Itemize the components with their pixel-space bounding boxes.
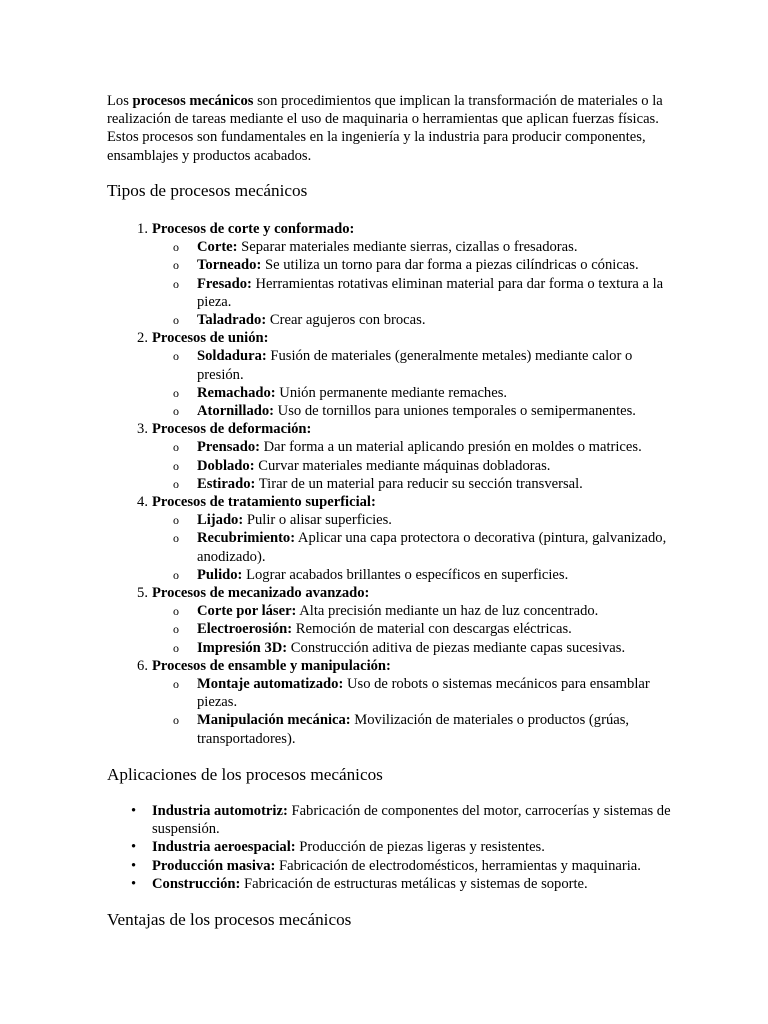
type-item xyxy=(137,420,672,493)
circle-bullet-icon: o xyxy=(173,476,179,491)
subitem-desc: Fusión de materiales (generalmente metales) mediante calor o presión. xyxy=(197,348,633,383)
subitem-desc: Separar materiales mediante sierras, cizallas o fresadoras. xyxy=(237,239,578,256)
subitem xyxy=(173,475,672,493)
subitem-desc: Crear agujeros con brocas. xyxy=(266,312,426,329)
subitem-term: Atornillado: xyxy=(197,403,275,420)
subitem xyxy=(173,566,672,584)
type-title: Procesos de unión: xyxy=(152,330,269,347)
subitem-desc: Movilización de materiales o productos (grúas, transportadores). xyxy=(197,712,630,747)
type-item xyxy=(137,329,672,420)
intro-paragraph xyxy=(107,92,667,165)
subitem-term: Montaje automatizado: xyxy=(197,676,344,693)
application-term: Industria automotriz: xyxy=(152,803,288,819)
application-term: Industria aeroespacial: xyxy=(152,839,296,856)
subitem-term: Lijado: xyxy=(197,512,244,529)
subitem-desc: Uso de robots o sistemas mecánicos para ensamblar piezas. xyxy=(197,676,650,711)
subitem-desc: Se utiliza un torno para dar forma a piezas cilíndricas o cónicas. xyxy=(261,257,639,274)
subitem-desc: Herramientas rotativas eliminan material para dar forma o textura a la pieza. xyxy=(197,275,664,310)
circle-bullet-icon: o xyxy=(173,622,179,637)
subitem-term: Remachado: xyxy=(197,384,276,401)
subitem-list xyxy=(152,511,672,584)
subitem-term: Soldadura: xyxy=(197,348,267,365)
circle-bullet-icon: o xyxy=(173,258,179,273)
applications-list xyxy=(131,802,672,893)
subitem xyxy=(173,438,672,456)
subitem xyxy=(173,457,672,475)
circle-bullet-icon: o xyxy=(173,276,179,291)
bullet-icon: • xyxy=(131,803,137,819)
subitem-desc: Dar forma a un material aplicando presión en moldes o matrices. xyxy=(259,439,642,456)
heading-tipos: Tipos de procesos mecánicos xyxy=(107,181,308,200)
subitem xyxy=(173,602,672,620)
circle-bullet-icon: o xyxy=(173,677,179,692)
circle-bullet-icon: o xyxy=(173,640,179,655)
circle-bullet-icon: o xyxy=(173,349,179,364)
application-item xyxy=(131,802,672,838)
subitem xyxy=(173,620,672,638)
application-term: Producción masiva: xyxy=(152,857,276,874)
subitem xyxy=(173,256,672,274)
circle-bullet-icon: o xyxy=(173,713,179,728)
application-item xyxy=(131,838,672,856)
subitem-desc: Construcción aditiva de piezas mediante capas sucesivas. xyxy=(287,639,626,656)
subitem-term: Prensado: xyxy=(197,439,260,456)
circle-bullet-icon: o xyxy=(173,240,179,255)
subitem-term: Corte: xyxy=(197,239,238,256)
subitem-list xyxy=(152,347,672,420)
type-title: Procesos de ensamble y manipulación: xyxy=(152,657,391,674)
circle-bullet-icon: o xyxy=(173,458,179,473)
subitem xyxy=(173,511,672,529)
subitem xyxy=(173,529,672,565)
bullet-icon: • xyxy=(131,857,137,874)
subitem xyxy=(173,347,672,383)
type-number: 3. xyxy=(137,421,148,438)
application-term: Construcción: xyxy=(152,875,241,892)
heading-ventajas: Ventajas de los procesos mecánicos xyxy=(107,910,352,929)
subitem-term: Taladrado: xyxy=(197,312,267,329)
subitem-desc: Remoción de material con descargas eléctricas. xyxy=(292,621,572,638)
type-number: 5. xyxy=(137,585,148,602)
circle-bullet-icon: o xyxy=(173,513,179,528)
type-number: 4. xyxy=(137,494,148,511)
subitem-desc: Aplicar una capa protectora o decorativa (pintura, galvanizado, anodizado). xyxy=(197,530,667,565)
subitem-desc: Curvar materiales mediante máquinas dobladoras. xyxy=(254,457,551,474)
type-title: Procesos de mecanizado avanzado: xyxy=(152,585,370,602)
circle-bullet-icon: o xyxy=(173,313,179,328)
subitem-term: Pulido: xyxy=(197,566,243,583)
subitem-term: Recubrimiento: xyxy=(197,530,296,547)
type-item xyxy=(137,220,672,329)
circle-bullet-icon: o xyxy=(173,531,179,546)
subitem-desc: Unión permanente mediante remaches. xyxy=(275,384,508,401)
intro-text-rest: son procedimientos que implican la transformación de materiales o la realización de tareas mediante el uso de maquinaria o herramientas que aplican fuerzas físicas. Estos procesos son fundamentales en la ingeniería y la industria para producir componentes, ensamblajes y productos acabados. xyxy=(107,93,663,164)
subitem xyxy=(173,275,672,311)
application-desc: Fabricación de electrodomésticos, herramientas y maquinaria. xyxy=(275,857,641,874)
application-desc: Producción de piezas ligeras y resistentes. xyxy=(295,839,545,856)
subitem-list xyxy=(152,438,672,493)
subitem-term: Estirado: xyxy=(197,475,256,492)
circle-bullet-icon: o xyxy=(173,385,179,400)
type-title: Procesos de tratamiento superficial: xyxy=(152,494,376,511)
subitem xyxy=(173,384,672,402)
application-desc: Fabricación de componentes del motor, carrocerías y sistemas de suspensión. xyxy=(152,803,671,838)
circle-bullet-icon: o xyxy=(173,440,179,455)
circle-bullet-icon: o xyxy=(173,404,179,419)
type-title: Procesos de deformación: xyxy=(152,421,312,438)
intro-bold-term: procesos mecánicos xyxy=(132,93,254,109)
subitem-desc: Uso de tornillos para uniones temporales o semipermanentes. xyxy=(274,403,636,420)
subitem-term: Electroerosión: xyxy=(197,621,293,638)
subitem-desc: Lograr acabados brillantes o específicos en superficies. xyxy=(242,566,569,583)
type-number: 6. xyxy=(137,657,148,674)
circle-bullet-icon: o xyxy=(173,567,179,582)
subitem-desc: Tirar de un material para reducir su sección transversal. xyxy=(255,475,583,492)
subitem xyxy=(173,639,672,657)
subitem xyxy=(173,675,672,711)
application-item xyxy=(131,857,672,875)
subitem-term: Fresado: xyxy=(197,275,252,292)
bullet-icon: • xyxy=(131,839,137,856)
subitem xyxy=(173,711,672,747)
type-item xyxy=(137,493,672,584)
type-title: Procesos de corte y conformado: xyxy=(152,221,355,237)
type-number: 1. xyxy=(137,221,148,237)
subitem xyxy=(173,238,672,256)
subitem xyxy=(173,402,672,420)
application-item xyxy=(131,875,672,893)
application-desc: Fabricación de estructuras metálicas y sistemas de soporte. xyxy=(240,875,588,892)
type-number: 2. xyxy=(137,330,148,347)
heading-aplicaciones: Aplicaciones de los procesos mecánicos xyxy=(107,765,383,784)
circle-bullet-icon: o xyxy=(173,604,179,619)
subitem-term: Doblado: xyxy=(197,457,255,474)
bullet-icon: • xyxy=(131,875,137,892)
type-item xyxy=(137,657,672,748)
subitem-list xyxy=(152,238,672,329)
subitem-term: Torneado: xyxy=(197,257,262,274)
subitem-list xyxy=(152,675,672,748)
subitem-list xyxy=(152,602,672,657)
subitem-desc: Alta precisión mediante un haz de luz concentrado. xyxy=(296,603,599,620)
intro-text-start: Los xyxy=(107,93,133,109)
subitem-term: Impresión 3D: xyxy=(197,639,288,656)
subitem-desc: Pulir o alisar superficies. xyxy=(243,512,392,529)
subitem-term: Manipulación mecánica: xyxy=(197,712,351,729)
subitem xyxy=(173,311,672,329)
type-item xyxy=(137,584,672,657)
types-list xyxy=(137,220,672,748)
subitem-term: Corte por láser: xyxy=(197,603,297,620)
